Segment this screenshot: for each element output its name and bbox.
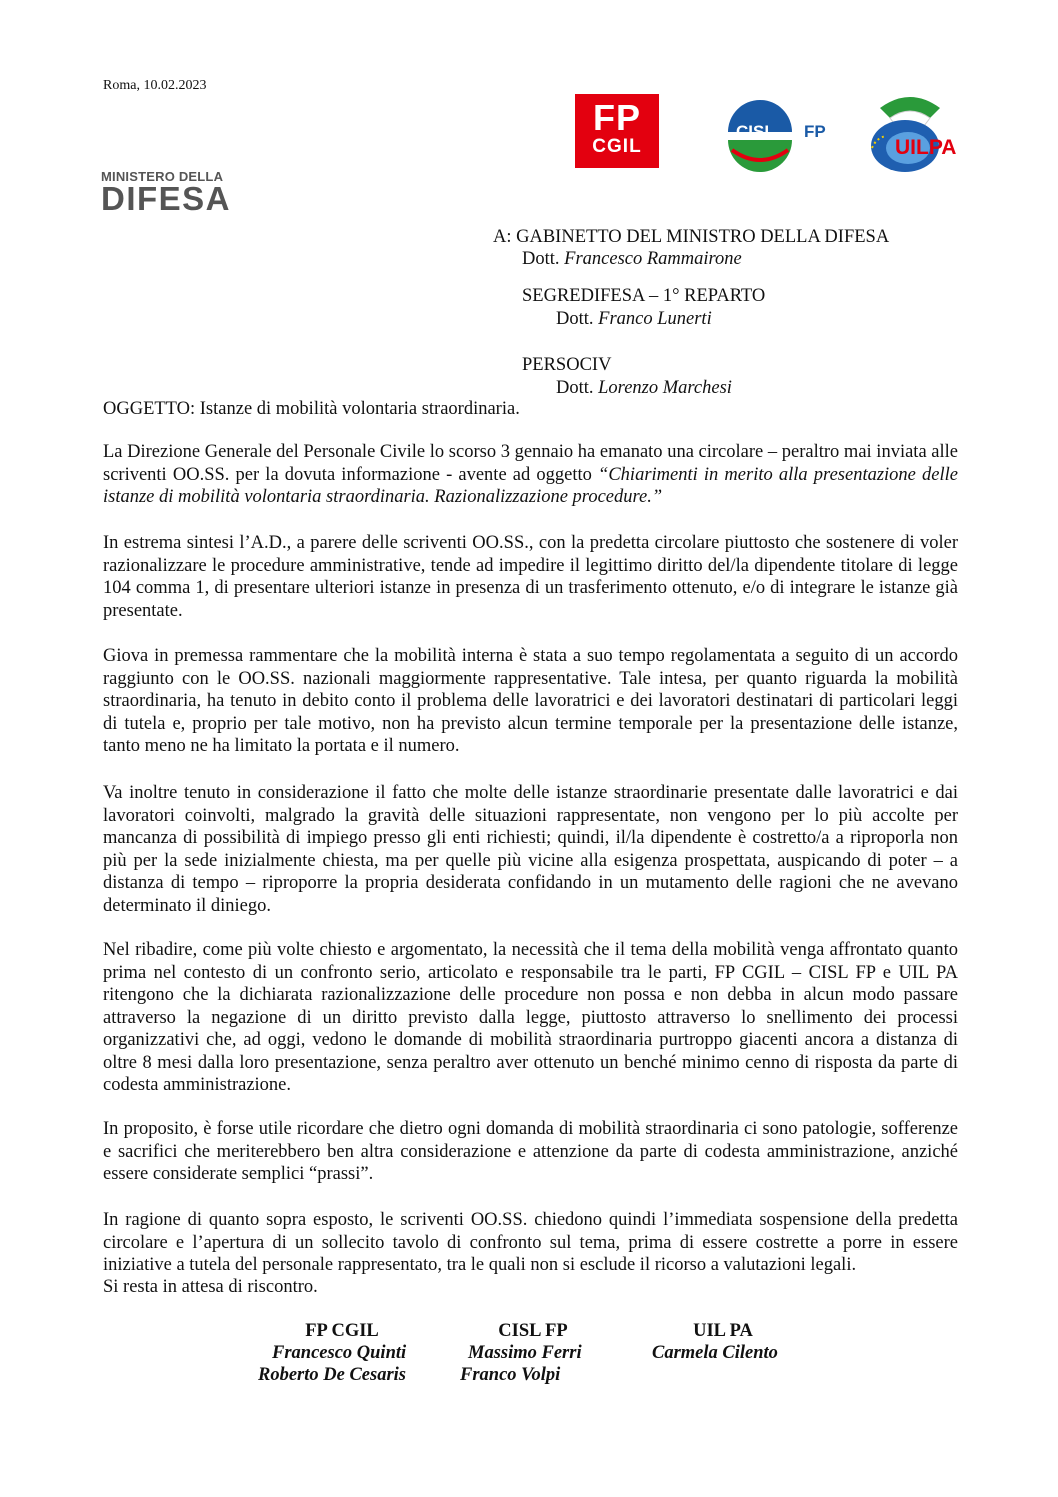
recipient-3-name: Lorenzo Marchesi [598,378,732,398]
uilpa-logo-text: UILPA [895,136,957,159]
ministry-logo [101,170,231,215]
signature-fp-cgil-name-2: Roberto De Cesaris [258,1365,406,1385]
body-paragraph-8: Si resta in attesa di riscontro. [103,1277,318,1297]
recipient-1-name-line [522,248,742,270]
fp-cgil-logo [575,94,659,168]
signature-cisl-fp-name-1: Massimo Ferri [468,1343,582,1363]
recipient-3-title: PERSOCIV [522,355,612,375]
letter-date: Roma, 10.02.2023 [103,78,207,93]
cisl-fp-logo-text: FP [804,122,826,141]
body-paragraph-4: Va inoltre tenuto in considerazione il fatto che molte delle istanze straordinarie presentate dalle lavoratrici e dai lavoratori coinvolti, malgrado la gravità delle situazioni rappresentate, non vengono per lo più accolte per mancanza di possibilità di impiego presso gli enti richiesti; quindi, il/la dipendente è costretto/a a riproporla non più per la sede inizialmente chiesta, ma per quelle più vicine alla esigenza prospettata, auspicando di poter – a distanza di tempo – riproporre la propria desiderata confidando in un mutamento delle ragioni che ne avevano determinato il diniego. [103,783,958,916]
signature-uil-pa-org: UIL PA [693,1321,753,1341]
signature-uil-pa-name-1: Carmela Cilento [652,1343,778,1363]
recipient-2-prefix: Dott. [556,309,599,329]
body-paragraph-1-circular-title: “Chiarimenti in merito alla presentazione delle istanze di mobilità volontaria straordinaria. Razionalizzazione procedure.” [103,464,958,507]
cisl-fp-logo [722,92,840,174]
recipient-1-title: A: GABINETTO DEL MINISTRO DELLA DIFESA [493,227,890,247]
signature-fp-cgil-name-1: Francesco Quinti [272,1343,407,1363]
uilpa-logo [860,88,960,176]
ministry-logo-small: MINISTERO DELLA [101,169,224,184]
recipient-3-prefix: Dott. [556,378,599,398]
fp-cgil-logo-fp: FP [592,97,641,138]
body-paragraph-7: In ragione di quanto sopra esposto, le scriventi OO.SS. chiedono quindi l’immediata sospensione della predetta circolare e l’apertura di un sollecito tavolo di confronto sul tema, prima di essere costrette a porre in essere iniziative a tutela del personale rappresentato, tra le quali non si esclude il ricorso a valutazioni legali. [103,1210,958,1275]
body-paragraph-6: In proposito, è forse utile ricordare che dietro ogni domanda di mobilità straordinaria ci sono patologie, sofferenze e sacrifici che meriterebbero ben altra considerazione e attenzione da parte di codesta amministrazione, anziché essere considerate semplici “prassi”. [103,1119,958,1184]
recipient-3-name-line [556,377,732,399]
body-paragraph-1-text: La Direzione Generale del Personale Civile lo scorso 3 gennaio ha emanato una circolare – peraltro mai inviata alle scriventi OO.SS. per la dovuta informazione - avente ad oggetto [103,442,958,485]
recipient-1-name: Francesco Rammairone [564,249,742,269]
body-paragraph-2: In estrema sintesi l’A.D., a parere delle scriventi OO.SS., con la predetta circolare piuttosto che sostenere di voler razionalizzare le procedure amministrative, tende ad impedire il legittimo diritto del/la dipendente titolare di legge 104 comma 1, di presentare ulteriori istanze in presenza di un trasferimento ottenuto, e/o di integrare le istanze già presentate. [103,533,958,621]
signature-fp-cgil [258,1320,422,1386]
fp-cgil-logo-cgil: CGIL [592,136,642,157]
recipient-2-name-line [556,308,712,330]
body-paragraph-3: Giova in premessa rammentare che la mobilità interna è stata a suo tempo regolamentata a seguito di un accordo raggiunto con le OO.SS. nazionali maggiormente rappresentative. Tale intesa, per quanto riguarda la mobilità straordinaria, ha tenuto in debito conto il problema delle lavoratrici e dei lavoratori destinatari di particolari leggi di tutela e, proprio per tale motivo, non ha previsto alcun termine temporale per la presentazione delle istanze, tanto meno ne ha limitato la portata e il numero. [103,646,958,756]
signature-fp-cgil-org: FP CGIL [305,1321,379,1341]
cisl-logo-text: CISL [736,122,775,141]
body-paragraph-1 [103,441,958,509]
signature-uil-pa [648,1320,798,1364]
recipient-2-title: SEGREDIFESA – 1° REPARTO [522,286,766,306]
signature-cisl-fp-org: CISL FP [498,1321,568,1341]
body-paragraph-5: Nel ribadire, come più volte chiesto e argomentato, la necessità che il tema della mobilità venga affrontato quanto prima nel contesto di un confronto serio, articolato e responsabile tra le parti, FP CGIL – CISL FP e UIL PA ritengono che la dichiarata razionalizzazione delle procedure non possa e non debba in alcun modo passare attraverso la negazione di un diritto previsto dalla legge, piuttosto attraverso lo snellimento dei processi organizzativi che, ad oggi, vedono le domande di mobilità straordinaria purtroppo giacenti ancora a distanza di oltre 8 mesi dalla loro presentazione, senza peraltro aver ottenuto un benché minimo cenno di risposta da parte di codesta amministrazione. [103,940,958,1095]
ministry-logo-big: DIFESA [101,180,232,217]
recipient-1-prefix: Dott. [522,249,565,269]
signature-cisl-fp [458,1320,608,1386]
letter-subject: OGGETTO: Istanze di mobilità volontaria straordinaria. [103,399,520,419]
recipient-2-name: Franco Lunerti [598,309,712,329]
signature-cisl-fp-name-2: Franco Volpi [460,1365,561,1385]
